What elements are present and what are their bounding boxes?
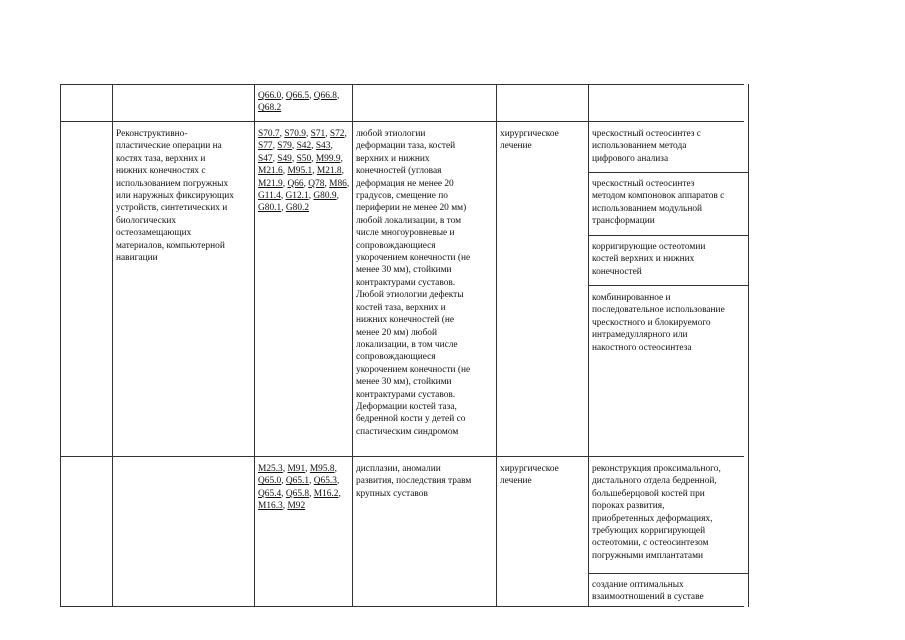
text-line: трансформации xyxy=(592,216,655,227)
diagnosis-code-link[interactable]: M91 xyxy=(287,464,306,474)
diagnosis-code-link[interactable]: Q68.2 xyxy=(258,103,282,114)
diagnosis-code-link[interactable]: S70.9 xyxy=(284,129,306,139)
text-line: дистального отдела бедренной, xyxy=(592,476,717,487)
diagnosis-code-link[interactable]: Q65.1 xyxy=(285,476,310,487)
text-line: Реконструктивно- xyxy=(116,129,188,139)
text-line: Любой этиологии дефекты xyxy=(356,290,464,301)
text-line: погружными имплантатами xyxy=(592,550,704,561)
column-separator xyxy=(254,84,255,607)
text-line: навигации xyxy=(116,253,158,264)
diagnosis-code-link[interactable]: M99.9 xyxy=(315,153,341,164)
diagnosis-code-link[interactable]: M92 xyxy=(287,501,306,512)
text-line: взаимоотношений в суставе xyxy=(592,592,704,603)
text-line: пороках развития, xyxy=(592,501,665,512)
text-line: укорочением конечности (не xyxy=(356,253,471,264)
method-cell xyxy=(592,292,746,354)
text-line: верхних и нижних xyxy=(356,153,430,164)
diagnosis-code-link[interactable]: G80.9 xyxy=(313,191,337,202)
method-separator xyxy=(588,172,748,173)
treatment-cell xyxy=(500,128,586,153)
column-separator xyxy=(112,84,113,607)
column-separator xyxy=(588,84,589,607)
text-line: лечение xyxy=(500,476,532,487)
text-line: корригирующие остеотомии xyxy=(592,242,706,252)
text-line: костей таза, верхних и xyxy=(356,302,446,313)
text-line: большеберцовой костей при xyxy=(592,488,705,499)
text-line: использованием метода xyxy=(592,141,687,152)
text-line: чрескостный остеосинтез xyxy=(592,179,695,189)
text-line: нижних конечностях с xyxy=(116,166,206,177)
text-line: хирургическое xyxy=(500,129,559,139)
column-separator xyxy=(748,84,749,607)
diagnosis-code-link[interactable]: G11.4 xyxy=(258,191,281,202)
text-line: числе многоуровневые и xyxy=(356,228,455,239)
diagnosis-code-link[interactable]: Q66 xyxy=(287,178,304,189)
method-cell xyxy=(592,463,746,562)
text-line: крупных суставов xyxy=(356,488,428,499)
method-cell xyxy=(592,128,746,165)
text-line: менее 30 мм), стойкими xyxy=(356,377,452,388)
text-line: спастическим синдромом xyxy=(356,426,459,437)
text-line: интрамедуллярного или xyxy=(592,330,688,341)
diagnosis-code-link[interactable]: S49 xyxy=(277,153,292,164)
diagnosis-code-link[interactable]: S50 xyxy=(296,153,312,164)
text-line: комбинированное и xyxy=(592,293,671,303)
treatment-cell xyxy=(500,463,586,488)
text-line: устройств, синтетических и xyxy=(116,203,228,214)
diagnosis-code-link[interactable]: Q65.0 xyxy=(258,476,282,487)
diagnosis-cell xyxy=(356,463,494,500)
diagnosis-code-link[interactable]: S43 xyxy=(315,141,331,152)
text-line: остеотомии, с остеосинтезом xyxy=(592,538,709,549)
method-separator xyxy=(588,285,748,286)
text-line: контрактурами суставов. xyxy=(356,277,456,288)
diagnosis-code-link[interactable]: S71 xyxy=(310,129,326,139)
text-line: градусов, смещение по xyxy=(356,191,448,202)
diagnosis-code-link[interactable]: M95.8 xyxy=(309,464,335,474)
codes-cell: Q66.0, Q66.5, Q66.8, Q68.2 xyxy=(258,91,340,114)
text-line: менее 30 мм), стойкими xyxy=(356,265,452,276)
diagnosis-code-link[interactable]: M16.2 xyxy=(313,488,339,499)
diagnosis-code-link[interactable]: M25.3 xyxy=(258,464,283,474)
text-line: любой локализации, в том xyxy=(356,215,462,226)
diagnosis-code-link[interactable]: Q66.8 xyxy=(313,91,337,101)
text-line: материалов, компьютерной xyxy=(116,240,225,251)
diagnosis-code-link[interactable]: M16.3 xyxy=(258,501,283,512)
method-cell xyxy=(592,241,746,278)
text-line: последовательное использование xyxy=(592,305,725,316)
column-separator xyxy=(60,84,61,607)
text-line: или наружных фиксирующих xyxy=(116,191,234,202)
text-line: остеозамещающих xyxy=(116,228,192,239)
diagnosis-code-link[interactable]: Q65.3 xyxy=(313,476,337,487)
text-line: чрескостного и блокируемого xyxy=(592,317,711,328)
method-cell xyxy=(592,579,746,604)
diagnosis-code-link[interactable]: M86 xyxy=(329,178,347,189)
text-line: конечностей xyxy=(592,266,642,277)
text-line: костях таза, верхних и xyxy=(116,153,206,164)
text-line: требующих корригирующей xyxy=(592,526,706,537)
text-line: контрактурами суставов. xyxy=(356,389,456,400)
text-line: использованием погружных xyxy=(116,178,229,189)
text-line: накостного остеосинтеза xyxy=(592,342,692,353)
diagnosis-code-link[interactable]: G80.2 xyxy=(285,203,310,214)
diagnosis-code-link[interactable]: S77 xyxy=(258,141,273,152)
text-line: укорочением конечности (не xyxy=(356,364,471,375)
text-line: любой этиологии xyxy=(356,129,426,139)
diagnosis-code-link[interactable]: S42 xyxy=(296,141,312,152)
row-separator xyxy=(60,121,744,122)
column-separator xyxy=(496,84,497,607)
text-line: локализации, в том числе xyxy=(356,339,458,350)
text-line: бедренной кости у детей со xyxy=(356,414,466,425)
text-line: использованием модульной xyxy=(592,203,703,214)
text-line: чрескостный остеосинтез с xyxy=(592,129,701,139)
diagnosis-code-link[interactable]: S47 xyxy=(258,153,273,164)
diagnosis-code-link[interactable]: S70.7 xyxy=(258,129,280,139)
diagnosis-code-link[interactable]: M21.8 xyxy=(316,166,342,177)
codes-cell: M25.3, M91, M95.8, Q65.0, Q65.1, Q65.3, Q65.4, Q65.8, M16.2, M16.3, M92 xyxy=(258,464,341,512)
text-line: лечение xyxy=(500,141,532,152)
codes-cell: S70.7, S70.9, S71, S72, S77, S79, S42, S43, S47, S49, S50, M99.9, M21.6, M95.1, M21.8, M21.9, Q66, Q78, M86, G11.4, G12.1, G80.9, G80.1, G80.2 xyxy=(258,129,350,214)
diagnosis-code-link[interactable]: Q65.8 xyxy=(285,488,310,499)
diagnosis-code-link[interactable]: M21.9 xyxy=(258,178,283,189)
diagnosis-code-link[interactable]: S72 xyxy=(329,129,345,139)
text-line: дисплазии, аномалии xyxy=(356,464,441,474)
text-line: костей верхних и нижних xyxy=(592,254,695,265)
diagnosis-code-link[interactable]: Q66.0 xyxy=(258,91,282,101)
diagnosis-code-link[interactable]: Q65.4 xyxy=(258,488,282,499)
diagnosis-code-link[interactable]: M95.1 xyxy=(287,166,313,177)
diagnosis-code-link[interactable]: Q66.5 xyxy=(285,91,310,101)
row-separator xyxy=(60,456,744,457)
diagnosis-code-link[interactable]: G12.1 xyxy=(285,191,309,202)
method-separator xyxy=(588,573,748,574)
text-line: деформация не менее 20 xyxy=(356,178,454,189)
text-line: сопровождающиеся xyxy=(356,240,436,251)
text-line: реконструкция проксимального, xyxy=(592,464,721,474)
diagnosis-cell xyxy=(356,128,494,438)
table-top-border xyxy=(60,84,744,85)
text-line: менее 20 мм) любой xyxy=(356,327,437,338)
text-line: методом компоновок аппаратов с xyxy=(592,191,725,202)
text-line: биологических xyxy=(116,215,177,226)
text-line: деформации таза, костей xyxy=(356,141,456,152)
method-separator xyxy=(588,235,748,236)
text-line: конечностей (угловая xyxy=(356,166,442,177)
text-line: цифрового анализа xyxy=(592,153,669,164)
procedure-name-cell xyxy=(116,128,252,264)
method-cell xyxy=(592,178,746,228)
diagnosis-code-link[interactable]: S79 xyxy=(277,141,292,152)
text-line: развития, последствия травм xyxy=(356,476,472,487)
text-line: приобретенных деформациях, xyxy=(592,513,713,524)
text-line: сопровождающиеся xyxy=(356,352,436,363)
text-line: нижних конечностей (не xyxy=(356,315,455,326)
text-line: периферии не менее 20 мм) xyxy=(356,203,467,214)
text-line: хирургическое xyxy=(500,464,559,474)
diagnosis-code-link[interactable]: G80.1 xyxy=(258,203,282,214)
diagnosis-code-link[interactable]: M21.6 xyxy=(258,166,283,177)
diagnosis-code-link[interactable]: Q78 xyxy=(308,178,325,189)
text-line: пластические операции на xyxy=(116,141,222,152)
table-bottom-border xyxy=(60,606,744,607)
column-separator xyxy=(352,84,353,607)
text-line: Деформации костей таза, xyxy=(356,401,457,412)
text-line: создание оптимальных xyxy=(592,580,684,590)
